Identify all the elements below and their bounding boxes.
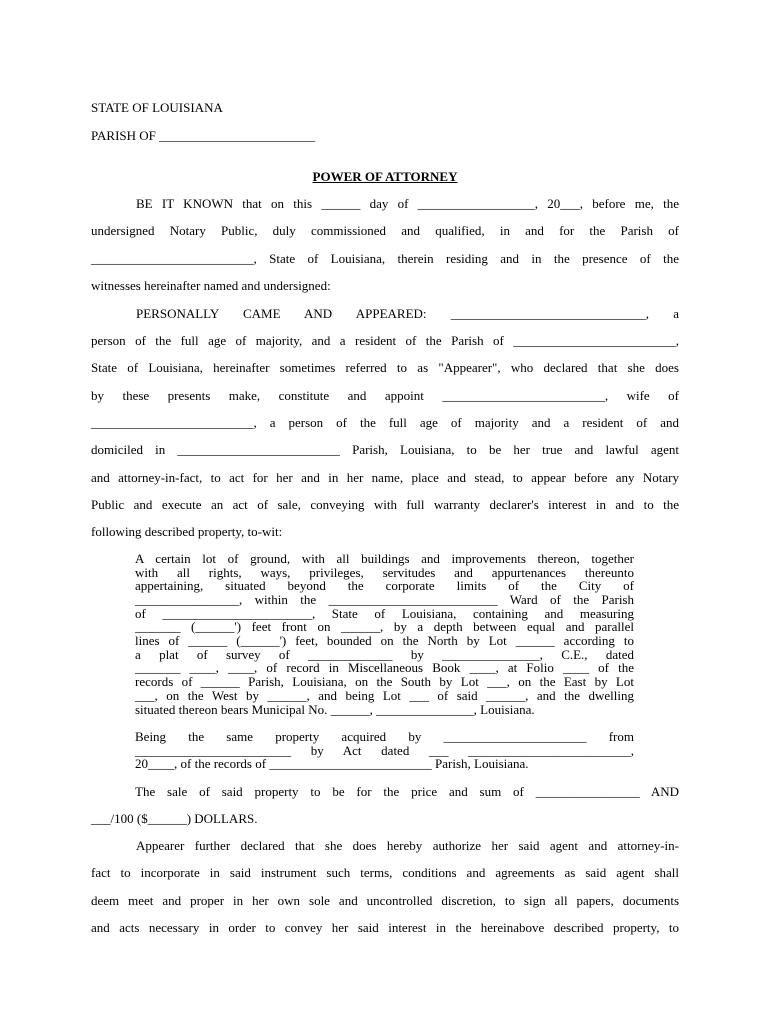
acquisition-line: 20____, of the records of _________________________ Parish, Louisiana. bbox=[135, 756, 529, 771]
document-title: POWER OF ATTORNEY bbox=[312, 169, 458, 184]
body-line: Public and execute an act of sale, conveying with full warranty declarer's interest in and to the bbox=[91, 497, 679, 512]
property-line: records of ______ Parish, Louisiana, on the South by Lot ___, on the East by Lot bbox=[135, 674, 634, 689]
property-line: situated thereon bears Municipal No. ______, _______________, Louisiana. bbox=[135, 702, 535, 717]
acquisition-line: ________________________ by Act dated ___ _________________________, bbox=[135, 743, 634, 758]
body-line: following described property, to-wit: bbox=[91, 524, 283, 539]
body-line: PERSONALLY CAME AND APPEARED: ______________________________, a bbox=[136, 306, 679, 321]
price-line: The sale of said property to be for the price and sum of ________________ AND bbox=[135, 784, 679, 799]
property-line: a plat of survey of _____________ by _______________, C.E., dated bbox=[135, 647, 634, 662]
property-line: _______ (______') feet front on ______, by a depth between equal and parallel bbox=[135, 619, 634, 634]
further-line: fact to incorporate in said instrument such terms, conditions and agreements as said agent shall bbox=[91, 865, 679, 880]
body-line: _________________________, State of Louisiana, therein residing and in the presence of the bbox=[91, 251, 679, 266]
acquisition-line: Being the same property acquired by ______________________ from bbox=[135, 729, 634, 744]
parish-heading: PARISH OF ________________________ bbox=[91, 128, 316, 143]
further-line: and acts necessary in order to convey her said interest in the hereinabove described property, to bbox=[91, 920, 679, 935]
further-line: Appearer further declared that she does hereby authorize her said agent and attorney-in- bbox=[136, 838, 679, 853]
price-line: ___/100 ($______) DOLLARS. bbox=[91, 811, 258, 826]
body-line: by these presents make, constitute and appoint _________________________, wife of bbox=[91, 388, 679, 403]
property-line: ___, on the West by ______, and being Lot ___ of said ______, and the dwelling bbox=[135, 688, 634, 703]
body-line: domiciled in _________________________ Parish, Louisiana, to be her true and lawful agent bbox=[91, 442, 679, 457]
property-line: lines of ______ (______') feet, bounded on the North by Lot ______ according to bbox=[135, 633, 634, 648]
body-line: witnesses hereinafter named and undersigned: bbox=[91, 278, 331, 293]
property-line: A certain lot of ground, with all buildings and improvements thereon, together bbox=[135, 551, 634, 566]
property-line: with all rights, ways, privileges, servitudes and appurtenances thereunto bbox=[135, 565, 634, 580]
body-line: _________________________, a person of the full age of majority and a resident of and bbox=[91, 415, 679, 430]
property-line: ________________, within the __________________________ Ward of the Parish bbox=[135, 592, 634, 607]
further-line: deem meet and proper in her own sole and uncontrolled discretion, to sign all papers, documents bbox=[91, 893, 679, 908]
state-heading: STATE OF LOUISIANA bbox=[91, 100, 223, 115]
property-line: appertaining, situated beyond the corporate limits of the City of bbox=[135, 578, 634, 593]
body-line: person of the full age of majority, and a resident of the Parish of _________________________, bbox=[91, 333, 679, 348]
body-line: BE IT KNOWN that on this ______ day of __________________, 20___, before me, the bbox=[136, 196, 679, 211]
property-line: of _______________________, State of Louisiana, containing and measuring bbox=[135, 606, 634, 621]
body-line: State of Louisiana, hereinafter sometimes referred to as "Appearer", who declared that she does bbox=[91, 360, 679, 375]
body-line: and attorney-in-fact, to act for her and in her name, place and stead, to appear before any Notary bbox=[91, 470, 679, 485]
property-line: _______ ____, ____, of record in Miscellaneous Book ____, at Folio ____ of the bbox=[135, 660, 634, 675]
body-line: undersigned Notary Public, duly commissioned and qualified, in and for the Parish of bbox=[91, 223, 679, 238]
